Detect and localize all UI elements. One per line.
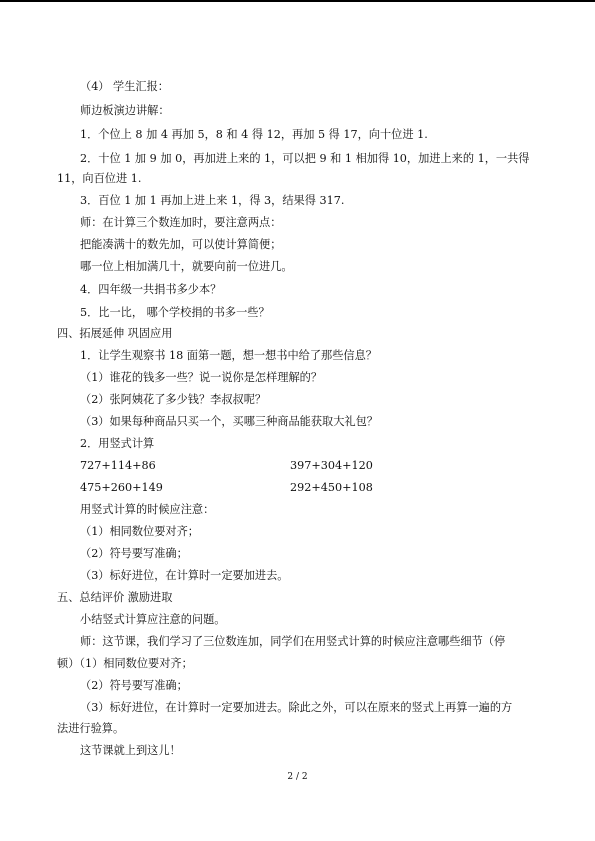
text-line: 用竖式计算的时候应注意： <box>80 503 215 516</box>
text-line: （1）相同数位要对齐； <box>80 525 199 538</box>
expression-text: 292+450+108 <box>290 481 373 494</box>
text-line: （2）符号要写准确； <box>80 547 188 560</box>
expression-text: 475+260+149 <box>80 481 163 494</box>
text-line: 4．四年级一共捐书多少本？ <box>80 283 222 296</box>
text-line: 师：在计算三个数连加时，要注意两点： <box>80 216 282 229</box>
text-line: 2．用竖式计算 <box>80 437 155 450</box>
expression-text: 397+304+120 <box>290 459 373 472</box>
text-line: 11，向百位进 1. <box>57 172 142 185</box>
text-line: 法进行验算。 <box>57 722 125 735</box>
text-line: 顿）（1）相同数位要对齐； <box>57 657 193 670</box>
text-line: 3．百位 1 加 1 再加上进上来 1，得 3，结果得 317. <box>80 194 345 207</box>
text-line: （4） 学生汇报： <box>80 80 169 93</box>
text-line: （3）标好进位，在计算时一定要加进去。除此之外，可以在原来的竖式上再算一遍的方 <box>80 701 513 714</box>
text-line: 1．个位上 8 加 4 再加 5，8 和 4 得 12，再加 5 得 17，向十位进 1. <box>80 128 428 141</box>
text-line: 师边板演边讲解： <box>80 104 170 117</box>
text-line: 这节课就上到这儿！ <box>80 744 181 757</box>
text-line: 1．让学生观察书 18 面第一题，想一想书中给了那些信息？ <box>80 349 377 362</box>
section-heading: 五、总结评价 激励进取 <box>57 591 173 604</box>
text-line: 5．比一比， 哪个学校捐的书多一些？ <box>80 306 270 319</box>
text-line: （2）符号要写准确； <box>80 679 188 692</box>
text-line: 把能凑满十的数先加，可以使计算简便； <box>80 238 282 251</box>
text-line: 小结竖式计算应注意的问题。 <box>80 613 226 626</box>
section-heading: 四、拓展延伸 巩固应用 <box>57 327 173 340</box>
page-number: 2 / 2 <box>287 772 308 782</box>
expression-text: 727+114+86 <box>80 459 156 472</box>
text-line: （2）张阿姨花了多少钱？李叔叔呢？ <box>80 393 267 406</box>
text-line: （1）谁花的钱多一些？说一说你是怎样理解的？ <box>80 371 323 384</box>
text-line: 2．十位 1 加 9 加 0，再加进上来的 1，可以把 9 和 1 相加得 10，加进上来的 1，一共得 <box>80 152 530 165</box>
text-line: 师：这节课，我们学习了三位数连加，同学们在用竖式计算的时候应注意哪些细节（停 <box>80 635 506 648</box>
text-line: （3）标好进位，在计算时一定要加进去。 <box>80 569 289 582</box>
text-line: （3）如果每种商品只买一个，买哪三种商品能获取大礼包？ <box>80 415 378 428</box>
text-line: 哪一位上相加满几十，就要向前一位进几。 <box>80 260 293 273</box>
